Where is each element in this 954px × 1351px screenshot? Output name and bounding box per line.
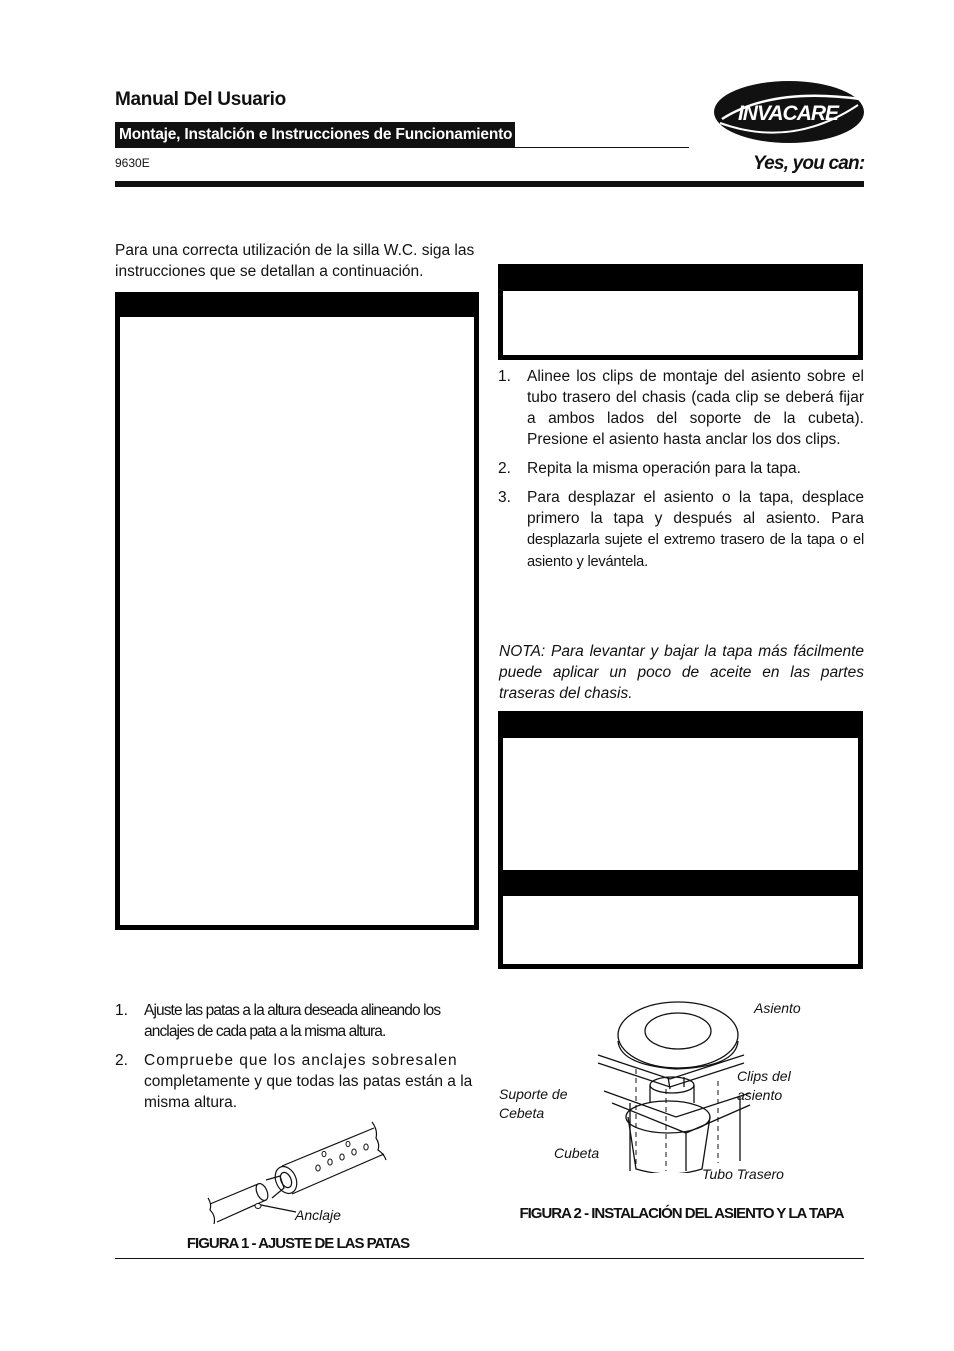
intro-text: Para una correcta utilización de la silla W.C. siga las instrucciones que se detallan a continuación. bbox=[115, 242, 475, 280]
invacare-logo bbox=[712, 79, 866, 150]
list-item: 3. Para desplazar el asiento o la tapa, desplace primero la tapa y después al asiento. Para desplazarla sujete el extremo trasero de la tapa o el asiento y levántela. bbox=[498, 489, 864, 570]
asiento-label: Asiento bbox=[754, 1000, 801, 1016]
figure-1-caption: FIGURA 1 - AJUSTE DE LAS PATAS bbox=[186, 1235, 410, 1252]
figure-2-caption: FIGURA 2 - INSTALACIÓN DEL ASIENTO Y LA TAPA bbox=[519, 1205, 844, 1222]
anclaje-label: Anclaje bbox=[295, 1207, 341, 1223]
list-item: 2. Compruebe que los anclajes sobresalen completamente y que todas las patas están a la misma altura. bbox=[115, 1052, 473, 1111]
list-item: 2. Repita la misma operación para la tapa. bbox=[498, 460, 801, 477]
clips-label: Clips del asiento bbox=[737, 1068, 791, 1103]
leg-adjustment-steps bbox=[115, 1000, 480, 1121]
cubeta-label: Cubeta bbox=[554, 1145, 600, 1161]
list-item: 1. Ajuste las patas a la altura deseada alineando los anclajes de cada pata a la misma altura. bbox=[115, 1002, 441, 1040]
list-item: 1. Alinee los clips de montaje del asiento sobre el tubo trasero del chasis (cada clip se deberá fijar a ambos lados del soporte de la cubeta). Presione el asiento hasta anclar los dos clips. bbox=[498, 368, 864, 448]
model-code: 9630E bbox=[115, 156, 150, 170]
document-subtitle: Montaje, Instalción e Instrucciones de Funcionamiento bbox=[115, 122, 515, 147]
seat-installation-steps bbox=[498, 366, 864, 581]
warning-box-right-bottom bbox=[498, 711, 863, 969]
note-text: NOTA: Para levantar y bajar la tapa más fácilmente puede aplicar un poco de aceite en las partes traseras del chasis. bbox=[499, 643, 864, 702]
brand-name: INVACARE bbox=[737, 102, 839, 125]
document-title: Manual Del Usuario bbox=[115, 89, 286, 110]
soporte-label: Suporte de Cebeta bbox=[499, 1086, 568, 1121]
tubo-trasero-label: Tubo Trasero bbox=[702, 1166, 784, 1182]
header-rule bbox=[115, 181, 864, 187]
footer-rule bbox=[115, 1258, 864, 1259]
warning-box-left bbox=[115, 292, 479, 930]
subtitle-underline bbox=[115, 147, 689, 148]
figure-2-seat-illustration bbox=[590, 993, 760, 1173]
warning-box-right-top bbox=[498, 264, 863, 360]
brand-tagline: Yes, you can: bbox=[753, 153, 865, 174]
